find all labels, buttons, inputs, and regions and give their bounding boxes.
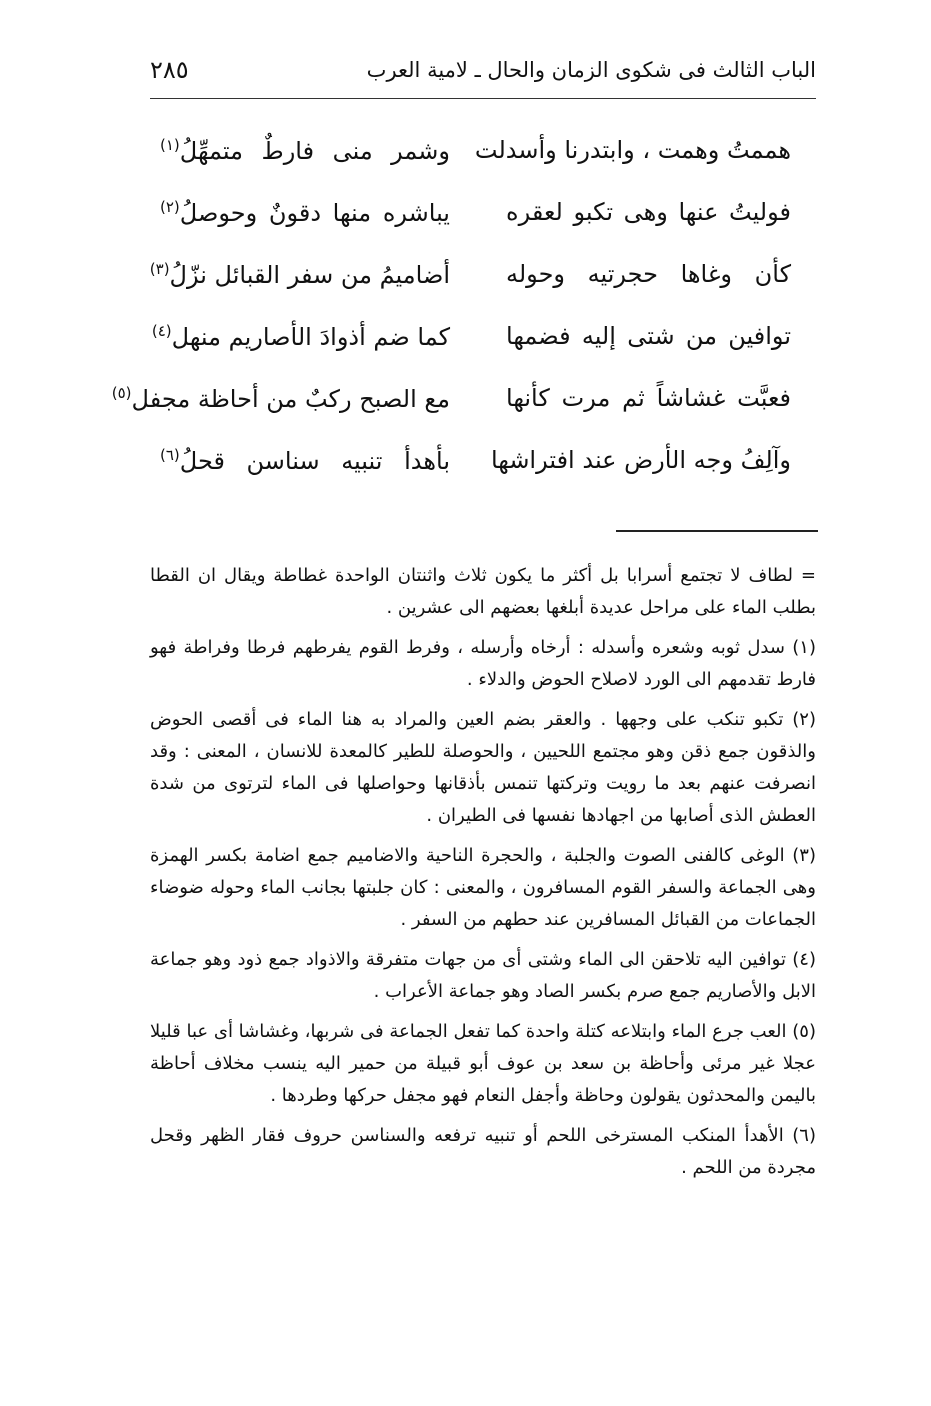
poem [111,136,791,508]
footnote-1: (١) سدل ثوبه وشعره وأسدله : أرخاه وأرسله ، وفرط القوم يفرطهم فرطا وفراطة فهو فارط تقدمهم الى الورد لاصلاح الحوض والدلاء . [150,637,816,690]
verse [145,260,791,322]
verse [145,136,791,198]
footnote-2: (٢) تكبو تنكب على وجهها . والعقر بضم العين والمراد به هنا الماء فى أقصى الحوض والذقون جمع ذقن وهو مجتمع اللحيين ، والحوصلة للطير كالمعدة للانسان ، المعنى : وقد انصرفت عنهم بعد ما رويت وتركتها تنمس بأذقانها وحواصلها فى الماء لترتوى من شدة العطش الذى أصابها من اجهادها نفسها فى الطيران . [150,709,816,826]
verse-first-hemistich: فعبَّت غشاشاً ثم مرت كأنها [506,384,791,412]
footnote-separator [616,530,818,532]
footnotes [150,560,816,1192]
verse-second-hemistich [160,198,450,227]
footnote-marker: (١) [160,136,180,154]
hemistich-text: بأهدأ تنبيه سناسن قحلُ [179,447,450,475]
footnote-marker: (٦) [160,446,180,464]
footnote-marker: (٥) [111,384,132,402]
verse-first-hemistich: توافين من شتى إليه فضمها [506,322,791,350]
verse [145,322,791,384]
footnote-4: (٤) توافين اليه تلاحقن الى الماء وشتى أى من جهات متفرقة والاذواد جمع ذود وهو جماعة الابل والأصاريم جمع صرم بكسر الصاد وهو جماعة الأعراب . [150,949,816,1002]
footnote-5: (٥) العب جرع الماء وابتلاعه كتلة واحدة كما تفعل الجماعة فى شربها، وغشاشا أى عبا قليلا عجلا غير مرئى وأحاظة بن سعد بن عوف أبو قبيلة من حمير اليه ينسب مخلاف أحاظة باليمن والمحدثون يقولون وحاظة وأجفل النعام فهو مجفل حركها وطردها . [150,1021,816,1106]
verse [111,384,791,446]
verse-second-hemistich [160,446,450,475]
verse-second-hemistich [151,322,450,351]
hemistich-text: كما ضم أذوادَ الأصاريم منهل [171,323,450,351]
verse-first-hemistich: وآلِفُ وجه الأرض عند افتراشها [490,446,791,474]
verse-first-hemistich: فوليتُ عنها وهى تكبو لعقره [506,198,791,226]
page-number: ٢٨٥ [150,56,189,84]
footnote-continued: = لطاف لا تجتمع أسرابا بل أكثر ما يكون ثلاث واثنتان الواحدة غطاطة ويقال ان القطا بطلب الماء على مراحل عديدة أبلغها بعضهم الى عشرين . [150,565,816,618]
verse-second-hemistich [160,136,450,165]
running-head-title: الباب الثالث فى شكوى الزمان والحال ـ لامية العرب [366,58,816,82]
verse [145,446,791,508]
hemistich-text: يباشره منها دقونٌ وحوصلُ [179,199,450,227]
hemistich-text: مع الصبح ركبٌ من أحاظة مجفل [131,385,450,413]
verse-second-hemistich [111,384,450,413]
footnote-marker: (٢) [160,198,180,216]
verse-first-hemistich: هممتُ وهمت ، وابتدرنا وأسدلت [474,136,791,164]
footnote-marker: (٣) [149,260,170,278]
hemistich-text: وشمر منى فارطٌ متمهِّلُ [179,137,450,165]
footnote-3: (٣) الوغى كالفنى الصوت والجلبة ، والحجرة الناحية والاضاميم جمع اضامة بكسر الهمزة وهى الجماعة والسفر القوم المسافرون ، والمعنى : كان جلبتها بجانب الماء وحوله ضوضاء الجماعات من القبائل المسافرين عند حطهم من السفر . [150,845,816,930]
verse [145,198,791,260]
footnote-marker: (٤) [151,322,172,340]
running-header [150,52,816,99]
footnote-6: (٦) الأهدأ المنكب المسترخى اللحم أو تنبيه ترفعه والسناسن حروف فقار الظهر وقحل مجردة من اللحم . [150,1125,816,1178]
verse-first-hemistich: كأن وغاها حجرتيه وحوله [506,260,791,288]
verse-second-hemistich [149,260,450,289]
hemistich-text: أضاميمُ من سفر القبائل نزّلُ [169,261,450,289]
